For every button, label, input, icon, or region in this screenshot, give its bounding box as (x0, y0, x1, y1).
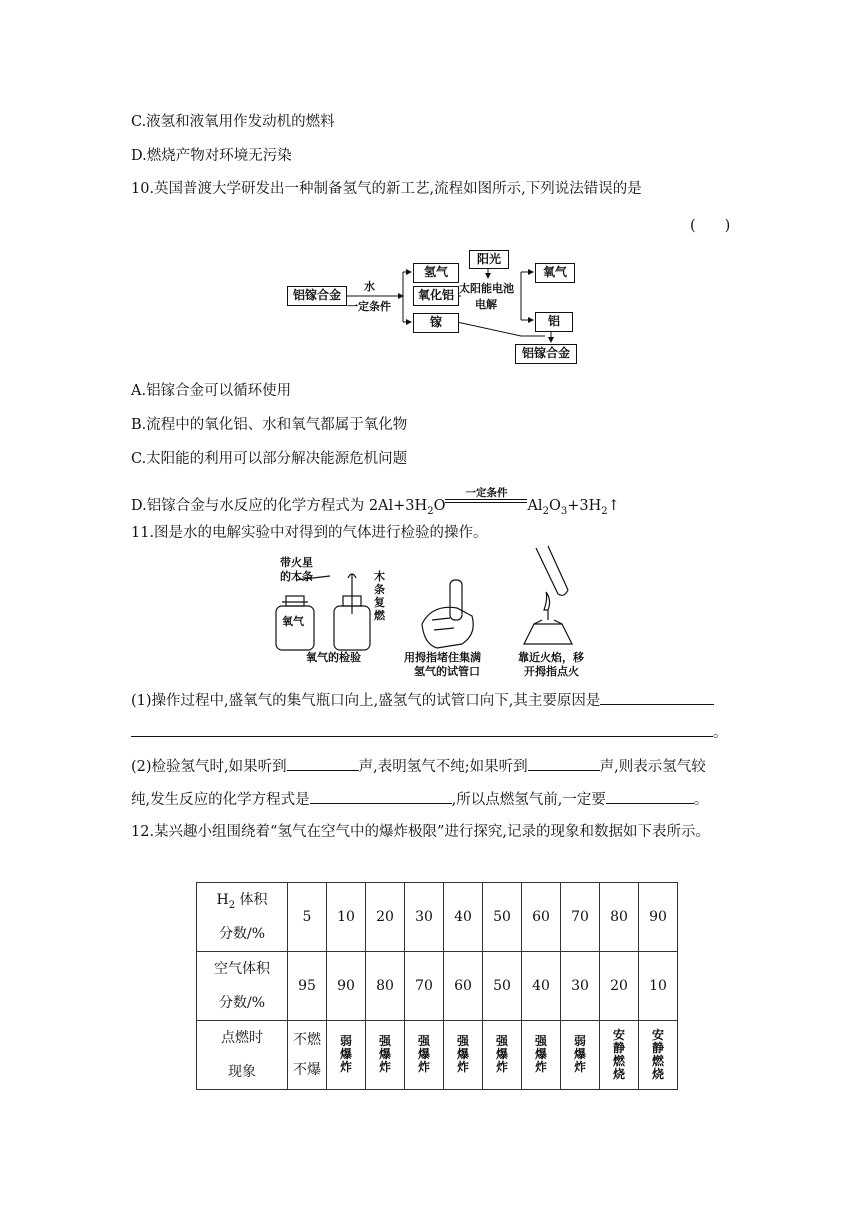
table-cell: 40 (522, 952, 561, 1021)
table-cell: 弱爆炸 (327, 1021, 366, 1090)
answer-blank[interactable] (600, 690, 714, 705)
flow-sunlight-box: 阳光 (469, 250, 509, 269)
table-cell: 强爆炸 (366, 1021, 405, 1090)
q10-answer-paren: ( ) (690, 218, 731, 234)
flow-cond-bottom: 一定条件 (347, 300, 391, 313)
caption-ignite-2: 开拇指点火 (524, 665, 579, 678)
q10-option-a: A.铝镓合金可以循环使用 (131, 383, 292, 399)
table-cell: 50 (483, 952, 522, 1021)
table-cell: 60 (444, 952, 483, 1021)
table-row (197, 883, 678, 952)
caption-ignite-1: 靠近火焰，移 (518, 651, 584, 664)
table-cell: 强爆炸 (405, 1021, 444, 1090)
table-cell: 5 (288, 883, 327, 952)
answer-blank[interactable] (310, 789, 452, 804)
q10-option-d: D.铝镓合金与水反应的化学方程式为 $2Al+3H_2O$ 一定条件 $Al_2O_3+3H_2↑$ (131, 487, 620, 517)
answer-blank[interactable] (287, 756, 359, 771)
flow-electrolysis-label: 电解 (475, 298, 497, 311)
q9-option-d: D.燃烧产物对环境无污染 (131, 148, 292, 164)
table-cell: 强爆炸 (522, 1021, 561, 1090)
q12-stem: 12.某兴趣小组围绕着“氢气在空气中的爆炸极限”进行探究,记录的现象和数据如下表所示。 (131, 824, 710, 840)
table-cell: 95 (288, 952, 327, 1021)
table-cell: 50 (483, 883, 522, 952)
table-cell: 70 (405, 952, 444, 1021)
flow-start-box: 铝镓合金 (287, 286, 347, 306)
flow-oxygen-box: 氧气 (535, 263, 575, 283)
q11-part2: (2)检验氢气时,如果听到 声,表明氢气不纯;如果听到 声,则表示氢气较 (131, 756, 706, 777)
q10-flow-diagram (285, 246, 595, 366)
table-cell: 80 (366, 952, 405, 1021)
table-cell: 10 (639, 952, 678, 1021)
table-cell: 安静燃烧 (639, 1021, 678, 1090)
explosion-limit-table (196, 882, 678, 1090)
table-cell: 70 (561, 883, 600, 952)
table-row (197, 952, 678, 1021)
q10-stem: 10.英国普渡大学研发出一种制备氢气的新工艺,流程如图所示,下列说法错误的是 (131, 181, 642, 197)
flow-solar-label: 太阳能电池 (459, 282, 514, 295)
flow-hydrogen-box: 氢气 (413, 263, 459, 283)
flow-alumina-box: 氧化铝 (413, 286, 459, 306)
answer-blank[interactable] (131, 722, 713, 737)
table-cell: 40 (444, 883, 483, 952)
table-cell: 60 (522, 883, 561, 952)
table-cell: 30 (561, 952, 600, 1021)
table-cell: 90 (639, 883, 678, 952)
table-cell: 不燃 不爆 (288, 1021, 327, 1090)
q11-experiment-figure (272, 544, 592, 680)
caption-oxygen-test: 氧气的检验 (306, 651, 361, 664)
flow-gallium-box: 镓 (413, 313, 459, 333)
q11-part2-cont: 纯,发生反应的化学方程式是 ,所以点燃氢气前,一定要 。 (131, 789, 708, 810)
splint-label-1: 带火星 (280, 556, 313, 569)
table-cell: 80 (600, 883, 639, 952)
table-row (197, 1021, 678, 1090)
flow-cond-top: 水 (364, 280, 375, 293)
caption-thumb-2: 氢气的试管口 (414, 665, 480, 678)
caption-thumb-1: 用拇指堵住集满 (404, 651, 481, 664)
q10-option-b: B.流程中的氧化铝、水和氧气都属于氧化物 (131, 417, 408, 433)
q11-stem: 11.图是水的电解实验中对得到的气体进行检验的操作。 (131, 525, 488, 541)
row-header-h2: $H_2$ 体积 分数/% (197, 883, 288, 952)
relight-label: 木条复燃 (374, 570, 385, 622)
table-cell: 强爆炸 (483, 1021, 522, 1090)
row-header-air: 空气体积 分数/% (197, 952, 288, 1021)
answer-blank[interactable] (528, 756, 600, 771)
flow-end-box: 铝镓合金 (515, 344, 577, 364)
table-cell: 10 (327, 883, 366, 952)
flow-aluminum-box: 铝 (535, 312, 573, 332)
q11-part1: (1)操作过程中,盛氧气的集气瓶口向上,盛氢气的试管口向下,其主要原因是 (131, 690, 714, 711)
table-cell: 安静燃烧 (600, 1021, 639, 1090)
table-cell: 30 (405, 883, 444, 952)
table-cell: 20 (366, 883, 405, 952)
q10-option-c: C.太阳能的利用可以部分解决能源危机问题 (131, 451, 408, 467)
q11-part1-cont: 。 (131, 722, 728, 743)
table-cell: 弱爆炸 (561, 1021, 600, 1090)
q9-option-c: C.液氢和液氧用作发动机的燃料 (131, 114, 335, 130)
answer-blank[interactable] (606, 789, 694, 804)
table-cell: 20 (600, 952, 639, 1021)
table-cell: 强爆炸 (444, 1021, 483, 1090)
equation-condition-sign: 一定条件 (445, 494, 527, 510)
oxygen-bottle-label: 氧气 (282, 615, 304, 628)
table-cell: 90 (327, 952, 366, 1021)
row-header-phenomenon: 点燃时 现象 (197, 1021, 288, 1090)
splint-label-2: 的木条 (280, 570, 313, 583)
